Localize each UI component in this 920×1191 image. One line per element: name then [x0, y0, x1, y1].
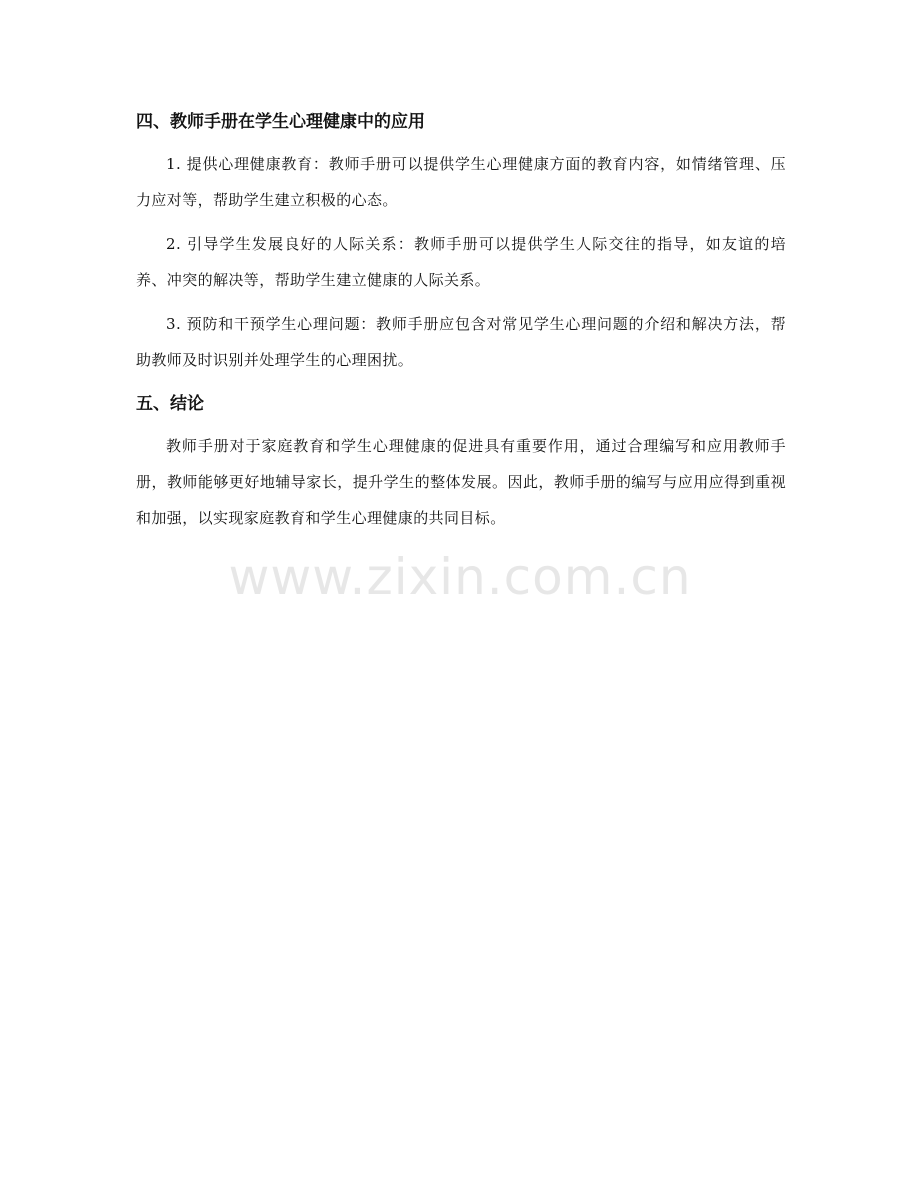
paragraph-item-1: 1. 提供心理健康教育：教师手册可以提供学生心理健康方面的教育内容，如情绪管理、压力应对等，帮助学生建立积极的心态。 [136, 155, 786, 209]
section-heading-conclusion: 五、结论 [136, 394, 204, 414]
watermark-text: www.zixin.com.cn [228, 548, 692, 606]
paragraph-conclusion: 教师手册对于家庭教育和学生心理健康的促进具有重要作用，通过合理编写和应用教师手册，教师能够更好地辅导家长，提升学生的整体发展。因此，教师手册的编写与应用应得到重视和加强，以实现家庭教育和学生心理健康的共同目标。 [136, 437, 786, 527]
paragraph-item-3: 3. 预防和干预学生心理问题：教师手册应包含对常见学生心理问题的介绍和解决方法，帮助教师及时识别并处理学生的心理困扰。 [136, 315, 786, 369]
document-body [136, 104, 786, 544]
section-heading-applications: 四、教师手册在学生心理健康中的应用 [136, 112, 425, 132]
paragraph-item-2: 2. 引导学生发展良好的人际关系：教师手册可以提供学生人际交往的指导，如友谊的培养、冲突的解决等，帮助学生建立健康的人际关系。 [136, 235, 786, 289]
